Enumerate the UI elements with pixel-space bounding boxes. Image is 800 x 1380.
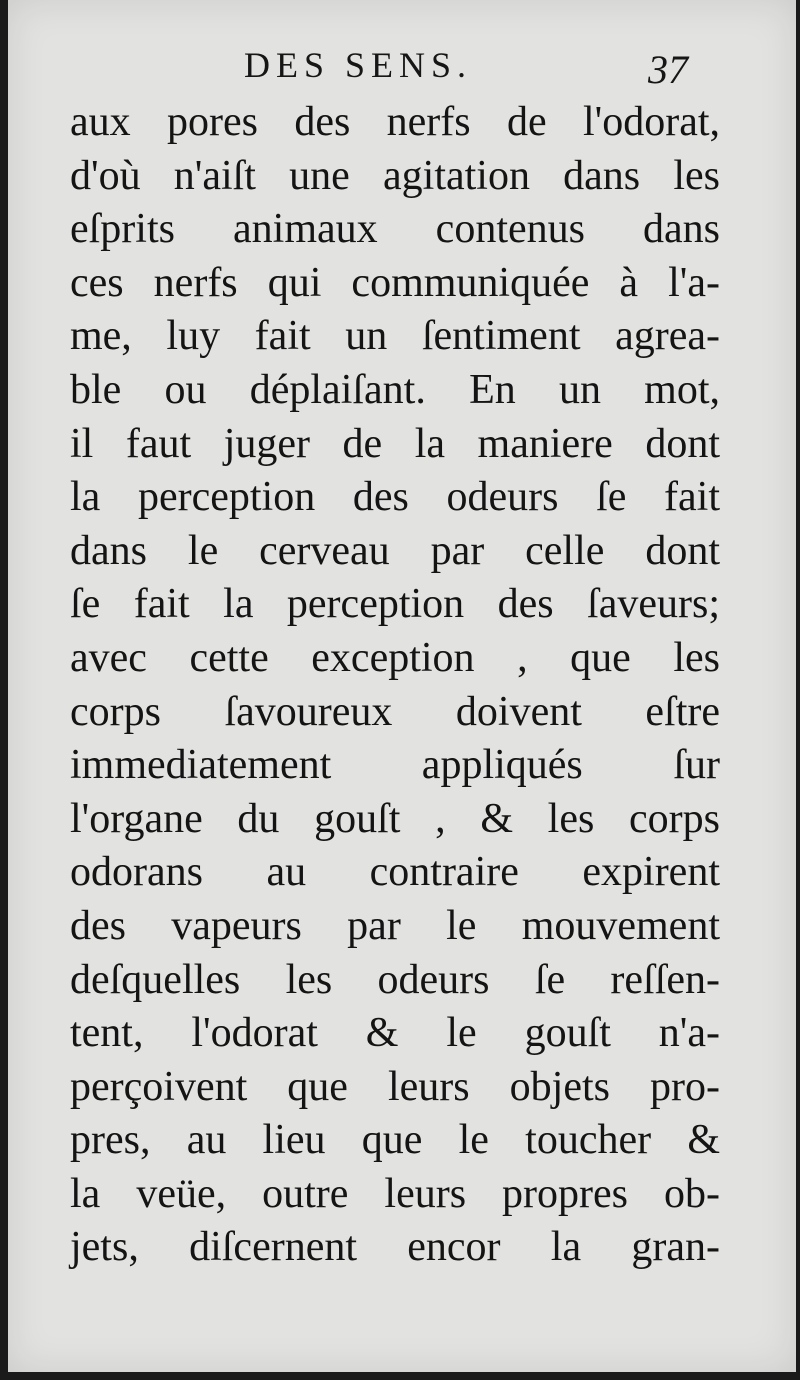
text-line: d'où n'aiſt une agitation dans les xyxy=(70,152,720,199)
text-line: ble ou déplaiſant. En un mot, xyxy=(70,366,720,413)
text-line: avec cette exception , que les xyxy=(70,634,720,681)
body-text xyxy=(70,96,720,1275)
text-line: tent, l'odorat & le gouſt n'a- xyxy=(70,1010,720,1057)
text-line: des vapeurs par le mouvement xyxy=(70,902,720,949)
running-head: DES SENS. xyxy=(244,45,473,85)
text-line: la veüe, outre leurs propres ob- xyxy=(70,1170,720,1217)
page-header xyxy=(8,44,796,94)
text-line: il faut juger de la maniere dont xyxy=(70,420,720,467)
text-line: dans le cerveau par celle dont xyxy=(70,527,720,574)
text-line: eſprits animaux contenus dans xyxy=(70,206,720,253)
text-line: odorans au contraire expirent xyxy=(70,849,720,896)
text-line: la perception des odeurs ſe fait xyxy=(70,474,720,521)
text-line: l'organe du gouſt , & les corps xyxy=(70,795,720,842)
text-line: aux pores des nerfs de l'odorat, xyxy=(70,99,720,145)
text-line: pres, au lieu que le toucher & xyxy=(70,1117,720,1164)
text-line: jets, diſcernent encor la gran- xyxy=(70,1224,720,1271)
page-number: 37 xyxy=(648,47,688,92)
text-line: perçoivent que leurs objets pro- xyxy=(70,1063,720,1110)
text-line: immediatement appliqués ſur xyxy=(70,742,720,789)
text-line: corps ſavoureux doivent eſtre xyxy=(70,688,720,735)
book-page xyxy=(8,0,796,1372)
text-line: deſquelles les odeurs ſe reſſen- xyxy=(70,956,720,1003)
text-line: ſe fait la perception des ſaveurs; xyxy=(70,581,720,628)
text-line: me, luy fait un ſentiment agrea- xyxy=(70,313,720,360)
text-line: ces nerfs qui communiquée à l'a- xyxy=(70,259,720,306)
